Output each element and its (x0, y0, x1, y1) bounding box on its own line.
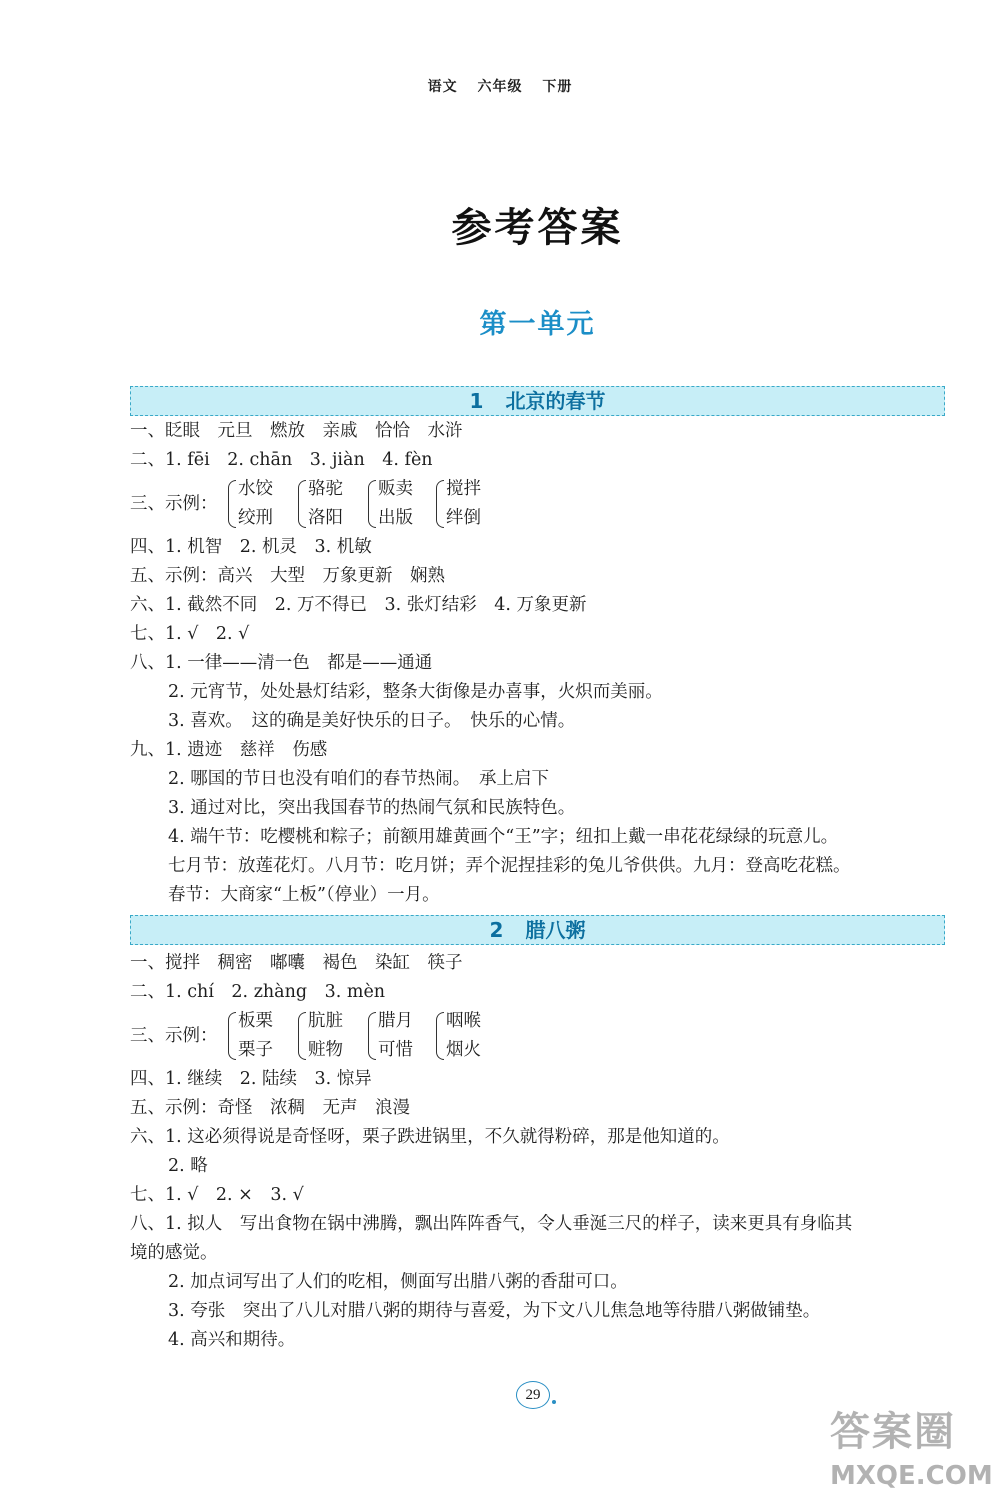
lesson-1-name: 北京的春节 (505, 389, 606, 413)
word-pair: 咽喉 烟火 (436, 1007, 481, 1065)
answer-line: 五、示例：奇怪 浓稠 无声 浪漫 (130, 1098, 410, 1118)
answer-line: 七、1. √ 2. × 3. √ (130, 1185, 304, 1205)
answer-line: 八、1. 拟人 写出食物在锅中沸腾，飘出阵阵香气，令人垂涎三尺的样子，读来更具有身临其 (130, 1214, 853, 1234)
answer-line: 八、1. 一律——清一色 都是——通通 (130, 653, 433, 673)
word-pair: 骆驼 洛阳 (298, 475, 343, 533)
answer-line: 六、1. 这必须得说是奇怪呀，栗子跌进锅里，不久就得粉碎，那是他知道的。 (130, 1127, 730, 1147)
word-pair: 贩卖 出版 (368, 475, 413, 533)
lesson-1-header (130, 386, 945, 416)
answer-line: 二、1. chí 2. zhàng 3. mèn (130, 982, 386, 1002)
answer-line: 七月节：放莲花灯。八月节：吃月饼；弄个泥捏挂彩的兔儿爷供供。九月：登高吃花糕。 (168, 856, 851, 876)
answer-line: 九、1. 遗迹 慈祥 伤感 (130, 740, 328, 760)
unit-title: 第一单元 (479, 309, 596, 340)
word-pair: 板栗 栗子 (228, 1007, 273, 1065)
word-pair: 腊月 可惜 (368, 1007, 413, 1065)
answer-line: 3. 喜欢。 这的确是美好快乐的日子。 快乐的心情。 (168, 711, 576, 731)
answer-line: 2. 哪国的节日也没有咱们的春节热闹。 承上启下 (168, 769, 550, 789)
page-title: 参考答案 (451, 205, 624, 251)
word-pair: 肮脏 赃物 (298, 1007, 343, 1065)
lesson-1-answers (130, 417, 960, 910)
lesson-2-answers (130, 949, 960, 1355)
lesson-2-number: 2 (489, 918, 504, 942)
answer-line: 2. 略 (168, 1156, 208, 1176)
word-pair: 水饺 绞刑 (228, 475, 273, 533)
answer-group-word-pairs (130, 475, 960, 533)
answer-line: 四、1. 继续 2. 陆续 3. 惊异 (130, 1069, 372, 1089)
lesson-2-name: 腊八粥 (525, 918, 586, 942)
word-pair: 搅拌 绊倒 (436, 475, 481, 533)
answer-line: 2. 加点词写出了人们的吃相，侧面写出腊八粥的香甜可口。 (168, 1272, 628, 1292)
answer-line: 4. 高兴和期待。 (168, 1330, 296, 1350)
answer-line: 境的感觉。 (130, 1243, 218, 1263)
page-number: 29 (516, 1381, 550, 1409)
watermark (830, 1400, 1000, 1500)
header-subject: 语文 (427, 79, 458, 95)
answer-line-lead: 三、示例： (130, 1026, 218, 1046)
answer-line: 3. 通过对比，突出我国春节的热闹气氛和民族特色。 (168, 798, 576, 818)
answer-line: 春节：大商家“上板”（停业）一月。 (168, 885, 440, 905)
answer-line: 一、搅拌 稠密 嘟囔 褐色 染缸 筷子 (130, 953, 463, 973)
watermark-logo: 答案圈 (830, 1409, 956, 1455)
answer-line: 二、1. fēi 2. chān 3. jiàn 4. fèn (130, 450, 433, 470)
watermark-url: MXQE.COM (830, 1461, 993, 1491)
answer-line: 五、示例：高兴 大型 万象更新 娴熟 (130, 566, 445, 586)
answer-line: 四、1. 机智 2. 机灵 3. 机敏 (130, 537, 372, 557)
header-volume: 下册 (542, 79, 573, 95)
answer-line: 2. 元宵节，处处悬灯结彩，整条大街像是办喜事，火炽而美丽。 (168, 682, 663, 702)
answer-group-word-pairs (130, 1007, 960, 1065)
answer-line-lead: 三、示例： (130, 494, 218, 514)
answer-line: 六、1. 截然不同 2. 万不得已 3. 张灯结彩 4. 万象更新 (130, 595, 587, 615)
lesson-2-header (130, 915, 945, 945)
answer-line: 七、1. √ 2. √ (130, 624, 250, 644)
header-grade: 六年级 (477, 79, 523, 95)
answer-line: 一、眨眼 元旦 燃放 亲戚 恰恰 水浒 (130, 421, 463, 441)
lesson-1-number: 1 (469, 389, 484, 413)
answer-line: 4. 端午节：吃樱桃和粽子；前额用雄黄画个“王”字；纽扣上戴一串花花绿绿的玩意儿。 (168, 827, 839, 847)
running-header (0, 76, 1000, 96)
answer-line: 3. 夸张 突出了八儿对腊八粥的期待与喜爱，为下文八儿焦急地等待腊八粥做铺垫。 (168, 1301, 821, 1321)
